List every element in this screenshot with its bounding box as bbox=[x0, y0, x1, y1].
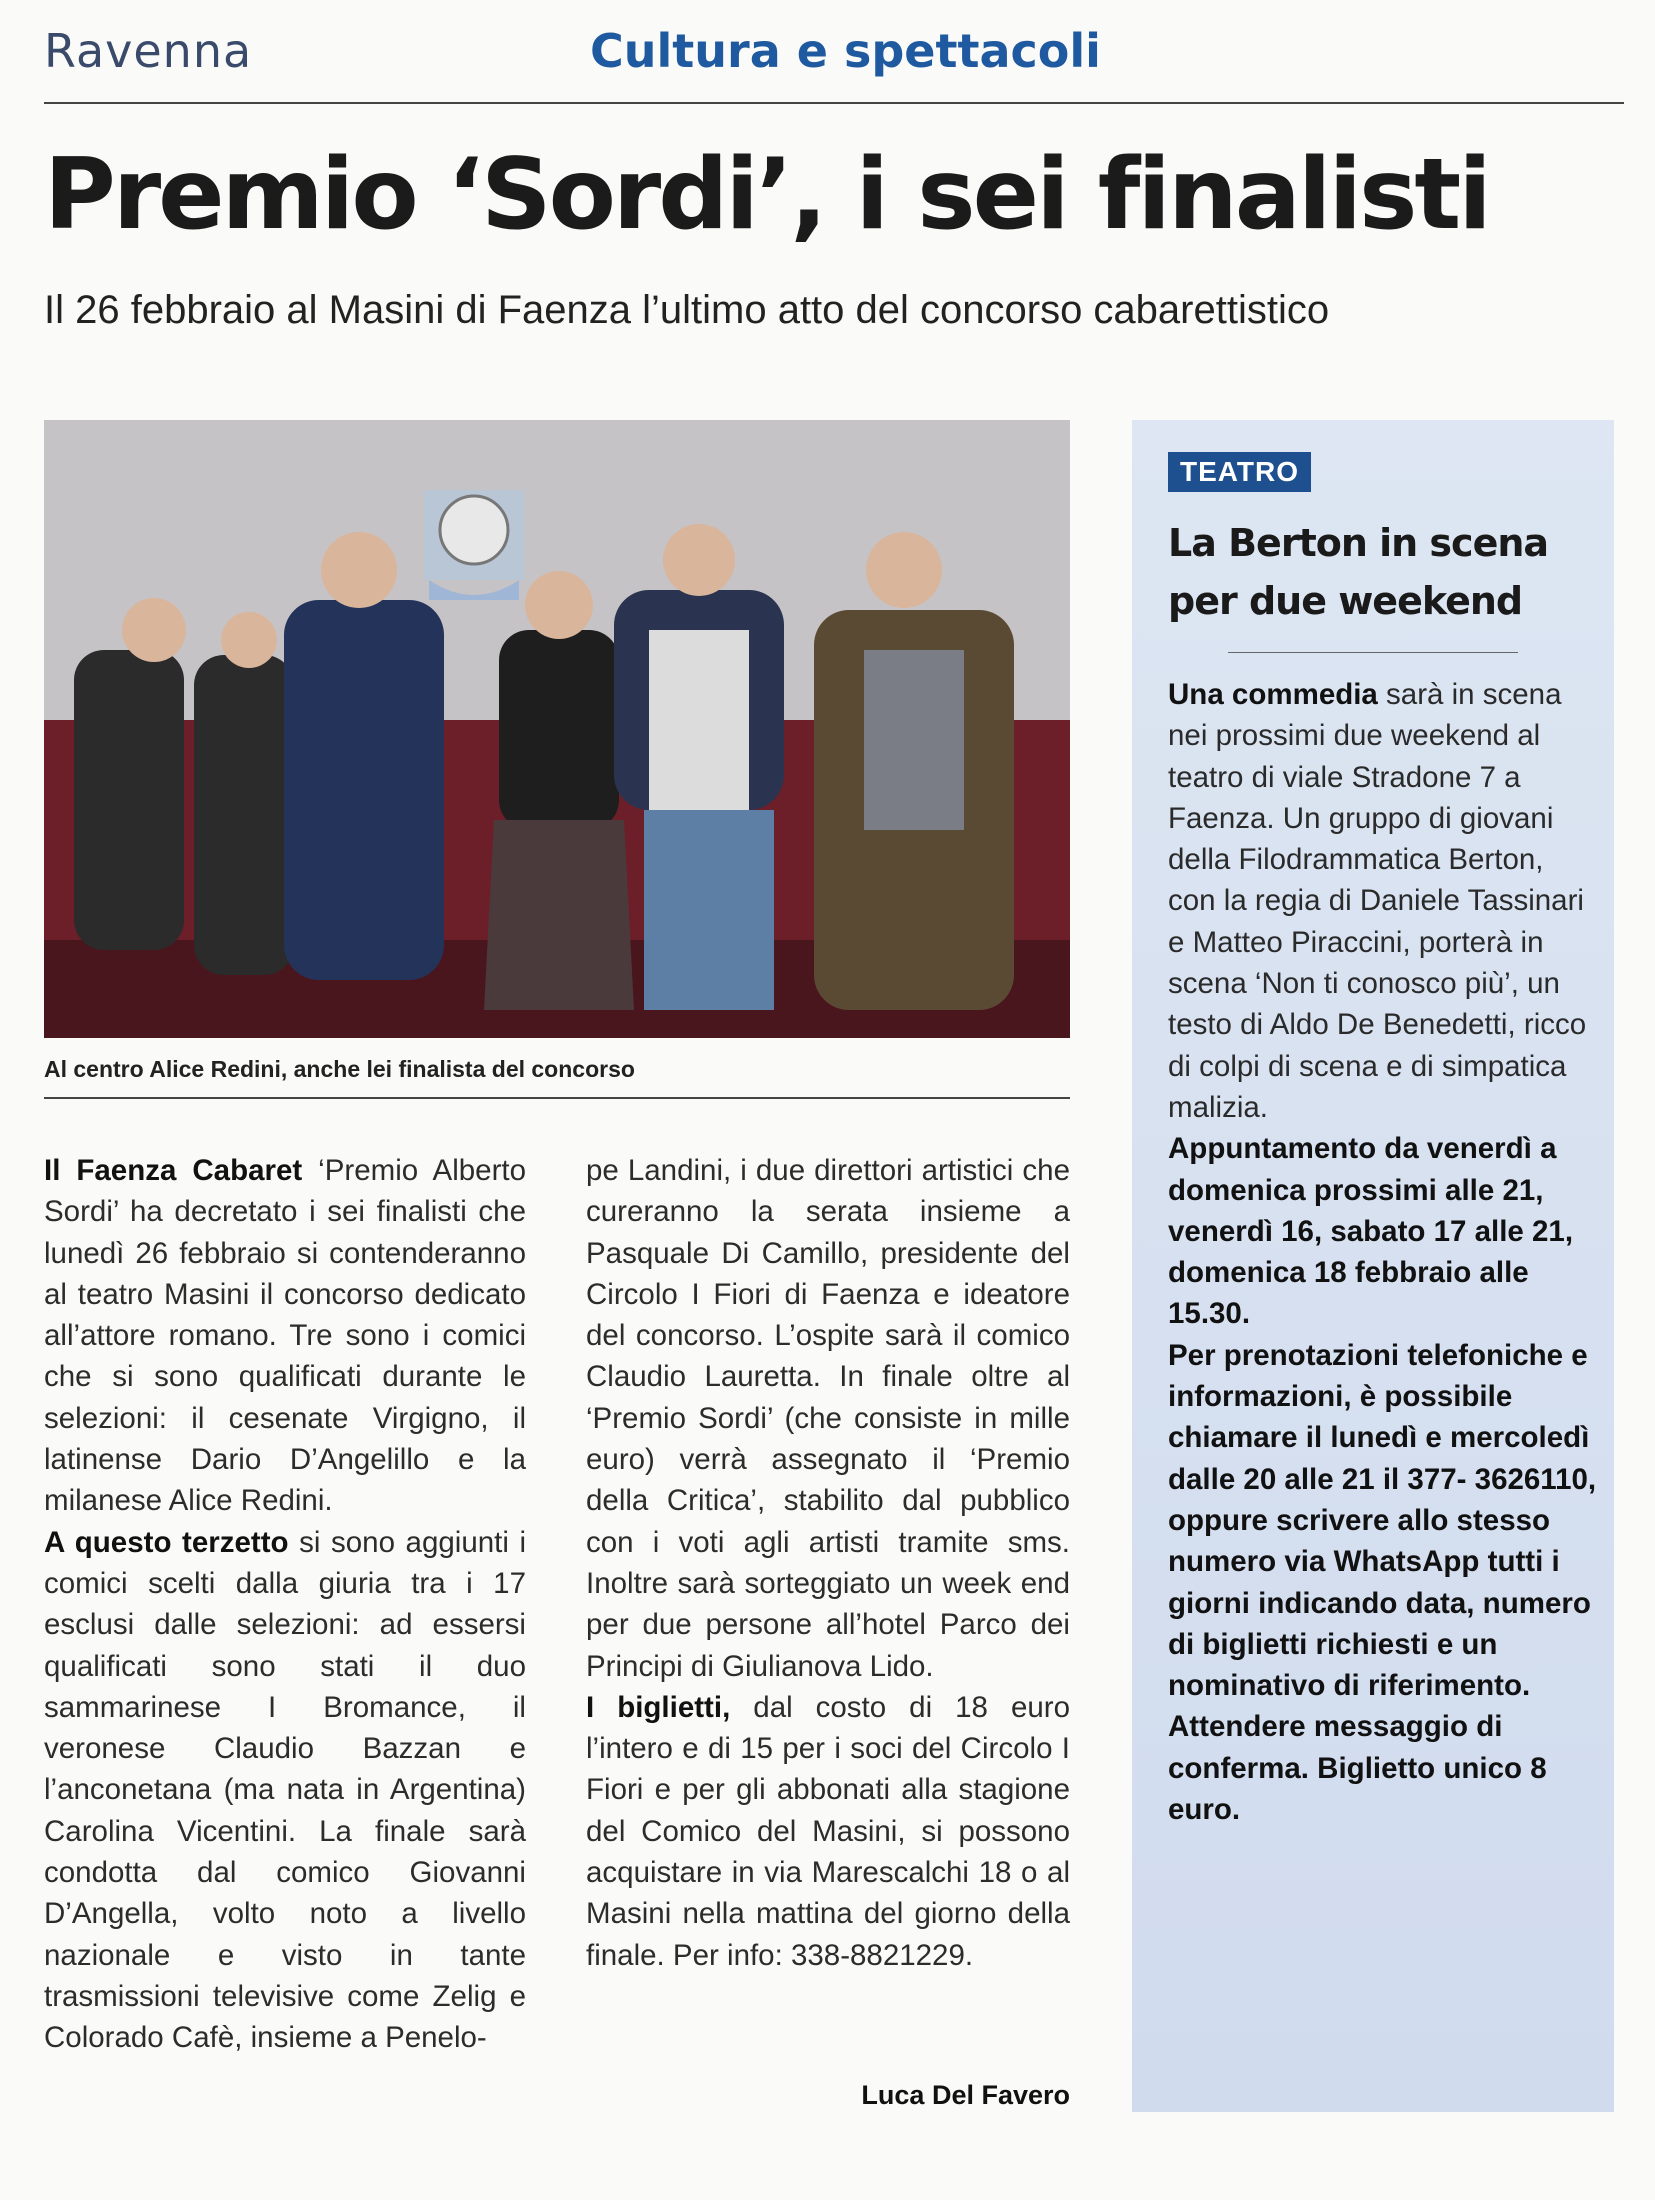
category-tag: TEATRO bbox=[1168, 452, 1311, 492]
sidebar-contact: Per prenotazioni telefoniche e informazioni, è possibile chiamare il lunedì e mercoledì dalle 20 alle 21 il 377- 3626110, oppure scrivere allo stesso numero via WhatsApp tutti i giorni indicando data, numero di biglietti richiesti e un nominativo di riferimento. Attendere messaggio di conferma. Biglietto unico 8 euro. bbox=[1168, 1338, 1597, 1827]
sidebar-box bbox=[1132, 420, 1614, 2112]
paragraph-text: pe Landini, i due direttori artistici che cureranno la serata insieme a Pasquale Di Camillo, presidente del Circolo I Fiori di Faenza e ideatore del concorso. L’ospite sarà il comico Claudio Lauretta. In finale oltre al ‘Premio Sordi’ (che consiste in mille euro) verrà assegnato il ‘Premio della Critica’, stabilito dal pubblico con i voti agli artisti tramite sms. Inoltre sarà sorteggiato un week end per due persone all’hotel Parco dei Principi di Giulianova Lido. bbox=[586, 1154, 1070, 1683]
paragraph bbox=[44, 1522, 526, 2059]
photo-illustration bbox=[44, 420, 1070, 1038]
sidebar-text: sarà in scena nei prossimi due weekend al teatro di viale Stradone 7 a Faenza. Un gruppo di giovani della Filodrammatica Berton, con la regia di Daniele Tassinari e Matteo Piraccini, porterà in scena ‘Non ti conosco più’, un testo di Aldo De Benedetti, ricco di colpi di scena e di simpatica malizia. bbox=[1168, 678, 1587, 1124]
paragraph bbox=[586, 1687, 1070, 1976]
caption-divider bbox=[44, 1097, 1070, 1099]
paragraph-text: dal costo di 18 euro l’intero e di 15 per i soci del Circolo I Fiori e per gli abbonati alla stagione del Comico del Masini, si possono acquistare in via Marescalchi 18 o al Masini nella mattina del giorno della finale. Per info: 338-8821229. bbox=[586, 1690, 1070, 1972]
author-byline: Luca Del Favero bbox=[861, 2080, 1070, 2110]
paragraph-lead: A questo terzetto bbox=[44, 1525, 289, 1559]
sidebar-paragraph bbox=[1168, 1335, 1598, 1831]
paragraph bbox=[44, 1150, 526, 1522]
sidebar-body bbox=[1168, 674, 1598, 1830]
city-label: Ravenna bbox=[44, 24, 253, 78]
paragraph-text: ‘Premio Alberto Sordi’ ha decretato i sei finalisti che lunedì 26 febbraio si contenderanno al teatro Masini il concorso dedicato all’attore romano. Tre sono i comici che si sono qualificati durante le selezioni: il cesenate Virgigno, il latinense Dario D’Angelillo e la milanese Alice Redini. bbox=[44, 1154, 526, 1518]
sidebar-schedule: Appuntamento da venerdì a domenica prossimi alle 21, venerdì 16, sabato 17 alle 21, domenica 18 febbraio alle 15.30. bbox=[1168, 1132, 1574, 1331]
sidebar-divider bbox=[1228, 652, 1518, 653]
article-subhead: Il 26 febbraio al Masini di Faenza l’ultimo atto del concorso cabarettistico bbox=[44, 288, 1330, 332]
sidebar-lead: Una commedia bbox=[1168, 678, 1378, 711]
article-photo bbox=[44, 420, 1070, 1038]
paragraph bbox=[586, 1150, 1070, 1687]
sidebar-title: La Berton in scena per due weekend bbox=[1168, 521, 1549, 623]
section-title: Cultura e spettacoli bbox=[590, 24, 1101, 78]
top-divider bbox=[44, 102, 1624, 104]
article-column-1 bbox=[44, 1150, 526, 2059]
article-headline: Premio ‘Sordi’, i sei finalisti bbox=[44, 138, 1489, 252]
paragraph-lead: Il Faenza Cabaret bbox=[44, 1154, 303, 1187]
sidebar-paragraph bbox=[1168, 1128, 1598, 1334]
sidebar-paragraph bbox=[1168, 674, 1598, 1128]
paragraph-text: si sono aggiunti i comici scelti dalla giuria tra i 17 esclusi dalle selezioni: ad essersi qualificati sono stati il duo sammarinese I Bromance, il veronese Claudio Bazzan e l’anconetana (ma nata in Argentina) Carolina Vicentini. La finale sarà condotta dal comico Giovanni D’Angella, volto noto a livello nazionale e visto in tante trasmissioni televisive come Zelig e Colorado Cafè, insieme a Penelo- bbox=[44, 1525, 526, 2055]
paragraph-lead: I biglietti, bbox=[586, 1690, 731, 1724]
article-column-2 bbox=[586, 1150, 1070, 1976]
photo-caption: Al centro Alice Redini, anche lei finalista del concorso bbox=[44, 1056, 635, 1082]
